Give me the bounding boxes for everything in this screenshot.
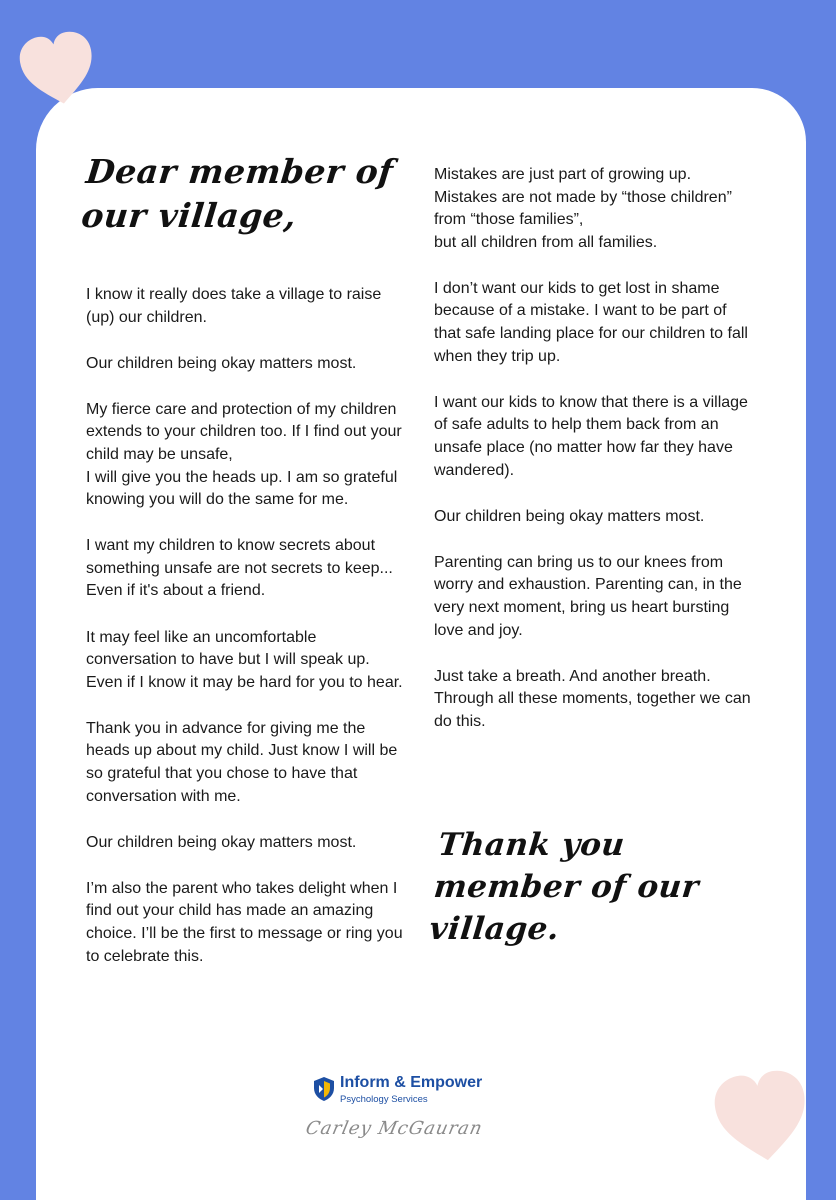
letter-closing: Thank you member of our village. bbox=[427, 827, 701, 947]
heart-icon bbox=[712, 1068, 812, 1168]
signature: Carley McGauran bbox=[303, 1118, 485, 1139]
paragraph: My fierce care and protection of my children extends to your children too. If I find out your child may be unsafe, I will give you the heads up. I am so grateful knowing you will do the same for me. bbox=[86, 400, 402, 509]
paragraph: It may feel like an uncomfortable conversation to have but I will speak up. Even if I know it may be hard for you to hear. bbox=[86, 628, 403, 691]
paragraph: Our children being okay matters most. bbox=[86, 354, 357, 372]
logo-subtitle: Psychology Services bbox=[340, 1094, 428, 1105]
paragraph: Just take a breath. And another breath. Through all these moments, together we can do this. bbox=[434, 667, 751, 730]
brand-logo bbox=[312, 1074, 522, 1110]
right-column bbox=[434, 164, 754, 757]
heart-icon bbox=[18, 30, 98, 110]
paragraph: I’m also the parent who takes delight when I find out your child has made an amazing choice. I’ll be the first to message or ring you to celebrate this. bbox=[86, 879, 403, 965]
paragraph: I want my children to know secrets about something unsafe are not secrets to keep... Even if it's about a friend. bbox=[86, 537, 393, 600]
logo-name: Inform & Empower bbox=[340, 1074, 483, 1091]
paragraph: Thank you in advance for giving me the heads up about my child. Just know I will be so grateful that you chose to have that conversation with me. bbox=[86, 719, 398, 805]
letter-greeting: Dear member of our village, bbox=[79, 152, 396, 235]
paragraph: I want our kids to know that there is a village of safe adults to help them back from an unsafe place (no matter how far they have wandered). bbox=[434, 393, 748, 479]
shield-logo-icon bbox=[312, 1076, 336, 1106]
paragraph: I don’t want our kids to get lost in shame because of a mistake. I want to be part of that safe landing place for our children to fall when they trip up. bbox=[434, 279, 748, 365]
paragraph: Mistakes are just part of growing up. Mistakes are not made by “those children” from “those families”, but all children from all families. bbox=[434, 166, 732, 251]
paragraph: Our children being okay matters most. bbox=[434, 507, 705, 525]
paragraph: Our children being okay matters most. bbox=[86, 833, 357, 851]
paragraph: I know it really does take a village to raise (up) our children. bbox=[86, 286, 382, 326]
paragraph: Parenting can bring us to our knees from worry and exhaustion. Parenting can, in the very next moment, bring us heart bursting love and joy. bbox=[434, 553, 742, 639]
left-column bbox=[86, 284, 406, 992]
